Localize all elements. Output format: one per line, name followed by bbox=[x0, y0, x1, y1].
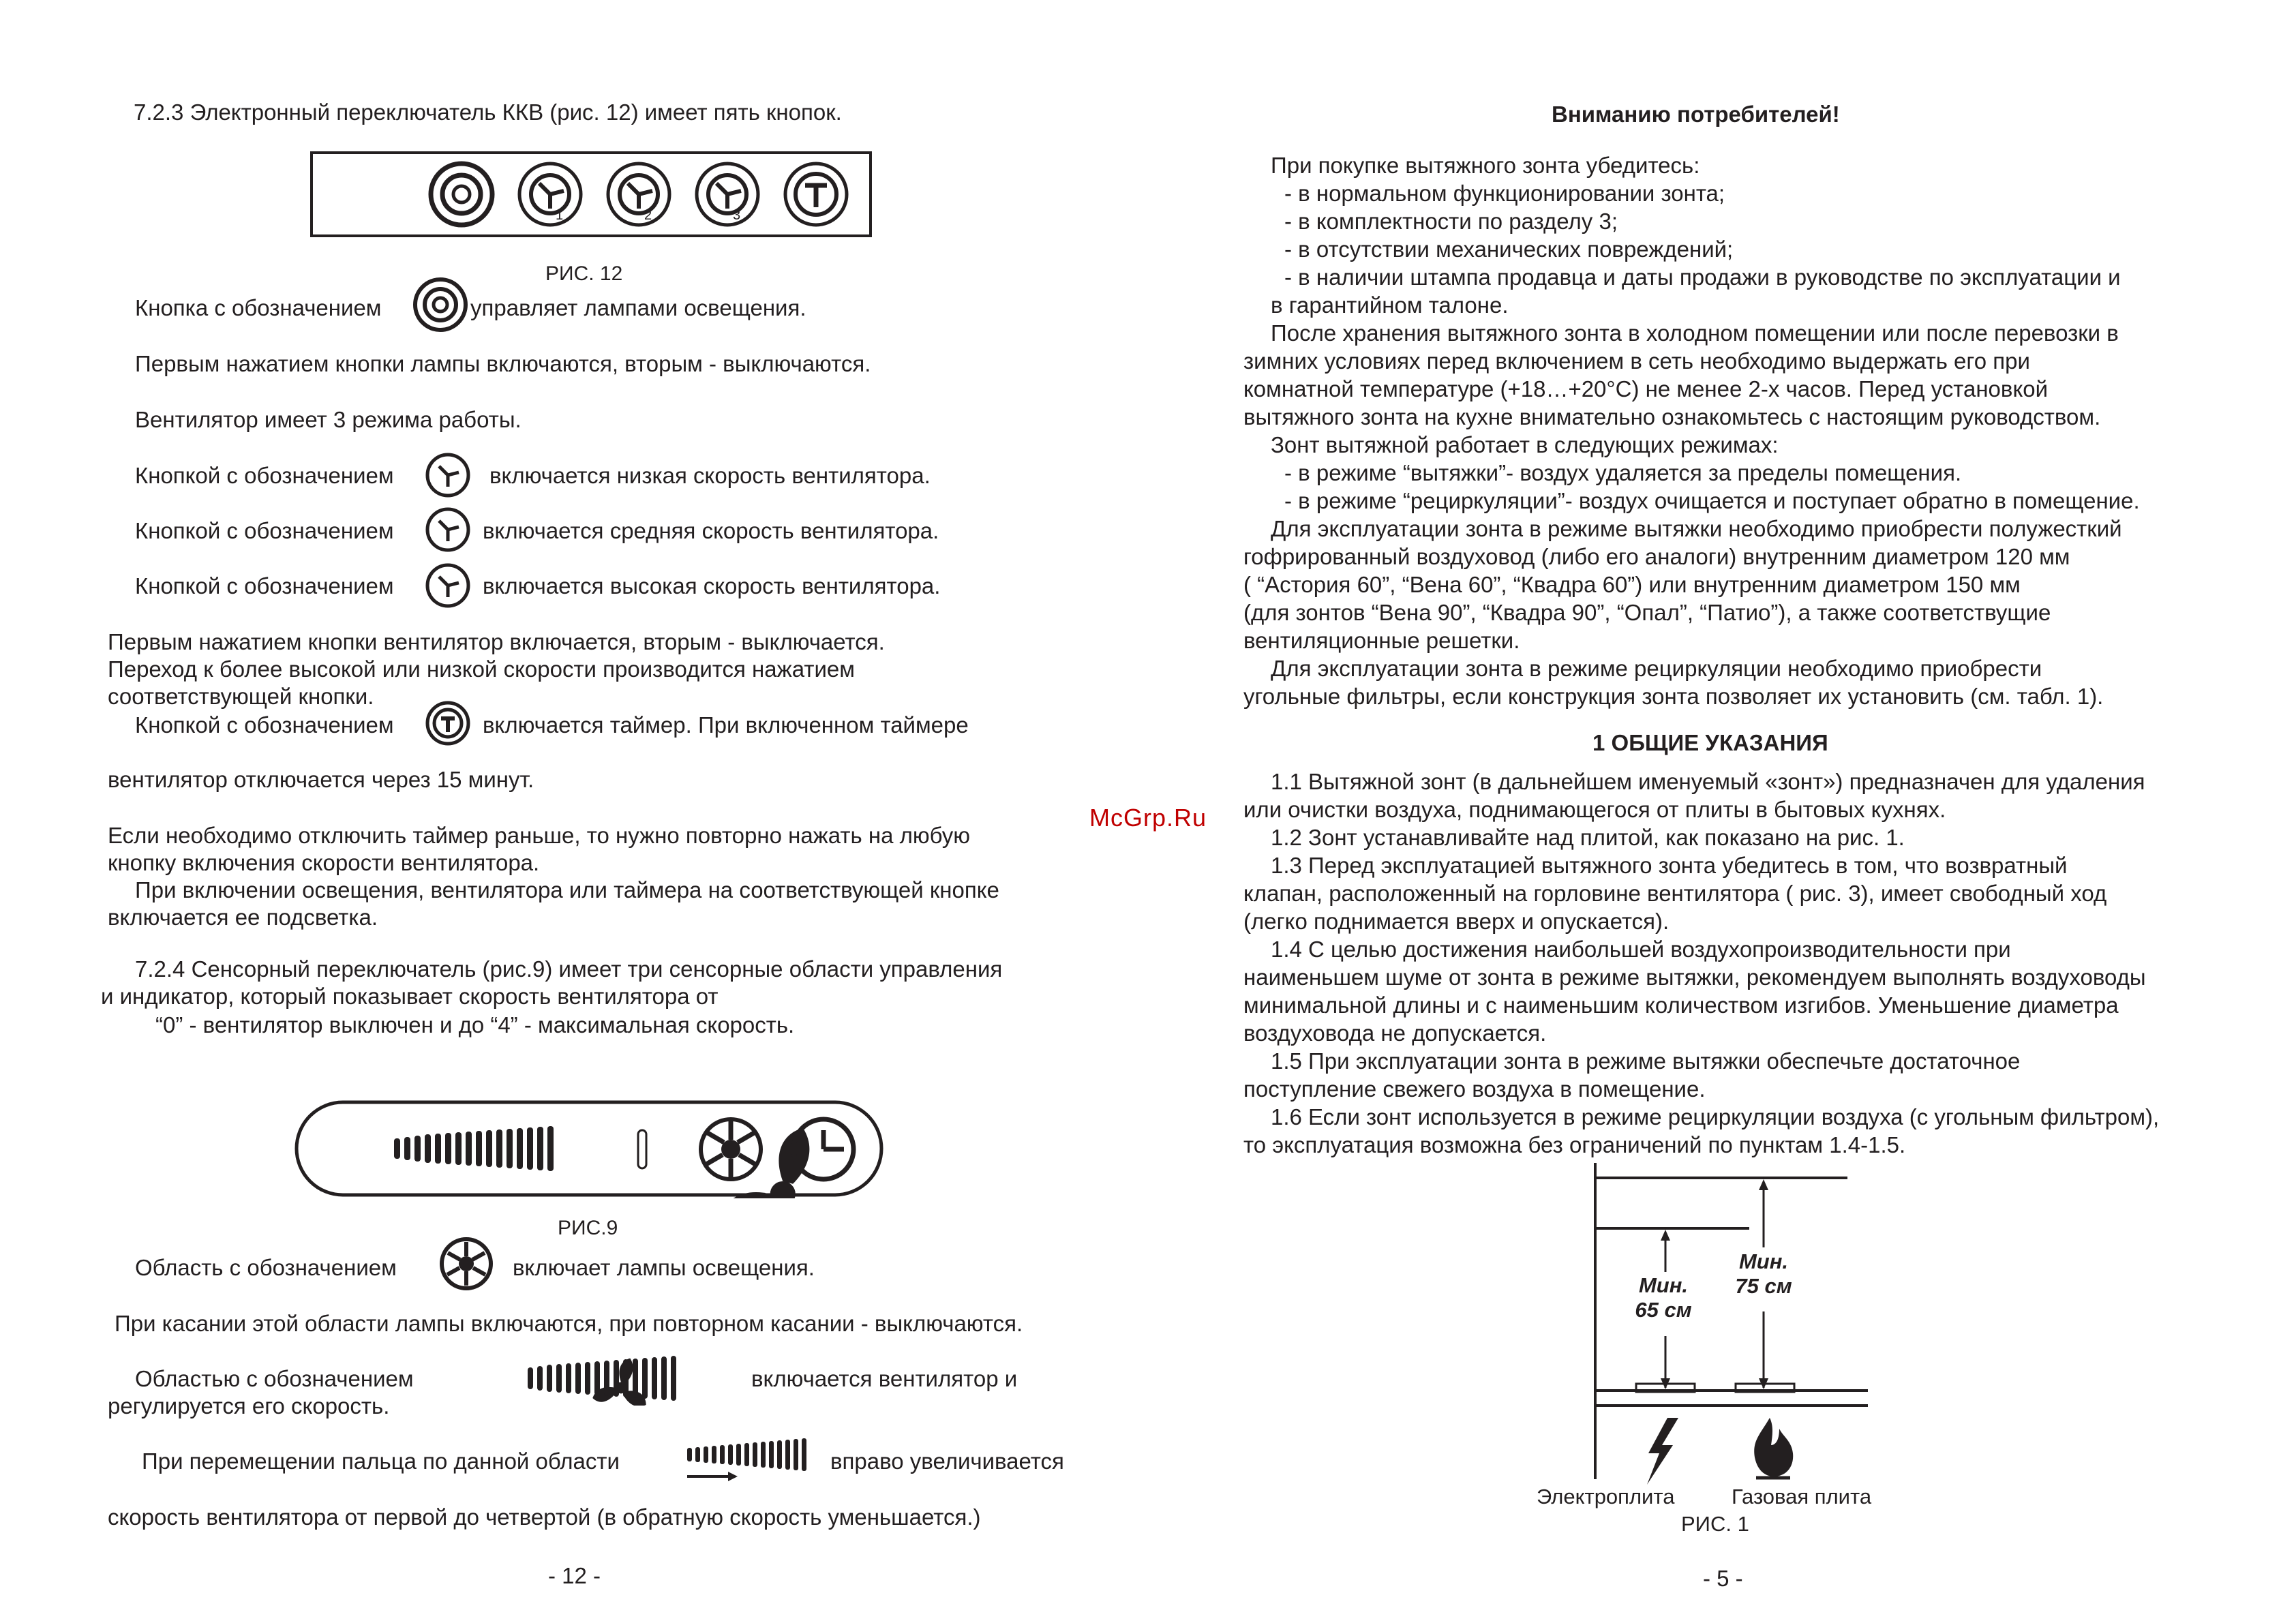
section-line: поступление свежего воздуха в помещение. bbox=[1243, 1076, 1706, 1102]
notice-line: вентиляционные решетки. bbox=[1243, 628, 1520, 653]
notice-line: - в нормальном функционировании зонта; bbox=[1284, 181, 1725, 206]
timer-cancel-line-2: кнопку включения скорости вентилятора. bbox=[108, 850, 540, 875]
light-button-icon bbox=[412, 276, 469, 333]
section-7-2-3-intro: 7.2.3 Электронный переключатель ККВ (рис. 12) имеет пять кнопок. bbox=[134, 100, 842, 125]
area-light-text-post: включает лампы освещения. bbox=[513, 1255, 815, 1280]
timer-text-pre: Кнопкой с обозначением bbox=[135, 712, 394, 738]
timer-off-text: вентилятор отключается через 15 минут. bbox=[108, 767, 534, 792]
light-toggle-text: Первым нажатием кнопки лампы включаются, вторым - выключаются. bbox=[135, 351, 871, 376]
section-1-title: 1 ОБЩИЕ УКАЗАНИЯ bbox=[1592, 730, 1828, 755]
speed-1-text-post: включается низкая скорость вентилятора. bbox=[489, 463, 931, 488]
consumer-notice-heading: Вниманию потребителей! bbox=[1552, 102, 1840, 127]
figure-12-button-panel bbox=[310, 151, 873, 239]
notice-line: комнатной температуре (+18…+20°С) не менее 2-х часов. Перед установкой bbox=[1243, 376, 2049, 401]
section-line: 1.1 Вытяжной зонт (в дальнейшем именуемый «зонт») предназначен для удаления bbox=[1271, 769, 2145, 794]
section-line: 1.2 Зонт устанавливайте над плитой, как показано на рис. 1. bbox=[1271, 825, 1905, 850]
speed-1-icon bbox=[424, 451, 472, 499]
section-line: клапан, расположенный на горловине вентилятора ( рис. 3), имеет свободный ход bbox=[1243, 881, 2107, 906]
notice-line: угольные фильтры, если конструкция зонта позволяет их установить (см. табл. 1). bbox=[1243, 684, 2104, 709]
notice-line: - в режиме “вытяжки”- воздух удаляется за пределы помещения. bbox=[1284, 460, 1962, 485]
touch-light-text: При касании этой области лампы включаются, при повторном касании - выключаются. bbox=[115, 1311, 1023, 1336]
notice-line: - в комплектности по разделу 3; bbox=[1284, 209, 1618, 234]
fig9-speed-slider-bars bbox=[394, 1126, 554, 1171]
section-line: или очистки воздуха, поднимающегося от плиты в бытовых кухнях. bbox=[1243, 797, 1946, 822]
section-line: 1.5 При эксплуатации зонта в режиме вытяжки обеспечьте достаточное bbox=[1271, 1048, 2021, 1074]
slide-text-pre: При перемещении пальца по данной области bbox=[142, 1448, 620, 1474]
section-7-2-4-line-1: 7.2.4 Сенсорный переключатель (рис.9) имеет три сенсорные области управления bbox=[135, 956, 1003, 982]
speed-2-text-post: включается средняя скорость вентилятора. bbox=[483, 518, 939, 543]
notice-line: Для эксплуатации зонта в режиме рециркуляции необходимо приобрести bbox=[1271, 656, 2042, 681]
notice-line: Зонт вытяжной работает в следующих режимах: bbox=[1271, 432, 1779, 457]
fig12-timer-button-icon bbox=[785, 164, 847, 225]
figure-1-caption: РИС. 1 bbox=[1681, 1512, 1749, 1536]
electric-lightning-icon bbox=[1647, 1418, 1678, 1485]
right-page-number: - 5 - bbox=[1703, 1566, 1743, 1591]
notice-line: - в отсутствии механических повреждений; bbox=[1284, 237, 1734, 262]
area-light-text-pre: Область с обозначением bbox=[135, 1255, 397, 1280]
fig12-light-button-icon bbox=[431, 164, 492, 225]
fan-paragraph-line-3: соответствующей кнопки. bbox=[108, 684, 374, 709]
watermark: McGrp.Ru bbox=[1089, 804, 1207, 832]
section-line: наименьшем шуме от зонта в режиме вытяжки, рекомендуем выполнять воздуховоды bbox=[1243, 965, 2146, 990]
fig12-speed-2-number: 2 bbox=[644, 208, 652, 223]
fig12-speed-1-button-icon bbox=[519, 164, 581, 225]
area-light-icon bbox=[438, 1235, 495, 1292]
area-fan-text-post: включается вентилятор и bbox=[751, 1366, 1018, 1391]
figure-12-caption: РИС. 12 bbox=[545, 262, 623, 285]
notice-line: ( “Астория 60”, “Вена 60”, “Квадра 60”) или внутренним диаметром 150 мм bbox=[1243, 572, 2021, 597]
section-line: 1.6 Если зонт используется в режиме рециркуляции воздуха (с угольным фильтром), bbox=[1271, 1104, 2160, 1129]
fig12-speed-3-number: 3 bbox=[733, 208, 741, 223]
section-line: (легко поднимается вверх и опускается). bbox=[1243, 909, 1670, 934]
min-65-label-line-1: Мин. bbox=[1638, 1273, 1689, 1297]
timer-cancel-line-1: Если необходимо отключить таймер раньше, то нужно повторно нажать на любую bbox=[108, 823, 971, 848]
timer-text-post: включается таймер. При включенном таймере bbox=[483, 712, 969, 738]
figure-9-touch-panel bbox=[294, 1100, 888, 1198]
gas-flame-icon bbox=[1754, 1418, 1793, 1476]
fan-modes-text: Вентилятор имеет 3 режима работы. bbox=[135, 407, 522, 432]
speed-1-text-pre: Кнопкой с обозначением bbox=[135, 463, 394, 488]
backlight-line-1: При включении освещения, вентилятора или таймера на соответствующей кнопке bbox=[135, 877, 999, 902]
slide-direction-icon bbox=[684, 1434, 821, 1482]
notice-line: Для эксплуатации зонта в режиме вытяжки необходимо приобрести полужесткий bbox=[1271, 516, 2122, 541]
speed-2-icon bbox=[424, 506, 472, 553]
figure-9-caption: РИС.9 bbox=[558, 1217, 618, 1239]
section-line: 1.3 Перед эксплуатацией вытяжного зонта убедитесь в том, что возвратный bbox=[1271, 853, 2068, 878]
backlight-line-2: включается ее подсветка. bbox=[108, 905, 378, 930]
notice-line: (для зонтов “Вена 90”, “Квадра 90”, “Опал”, “Патио”), а также соответствущие bbox=[1243, 600, 2051, 625]
fan-paragraph-line-2: Переход к более высокой или низкой скорости производится нажатием bbox=[108, 656, 855, 682]
min-75-label-line-2: 75 см bbox=[1735, 1274, 1792, 1298]
notice-line: в гарантийном талоне. bbox=[1271, 292, 1509, 318]
notice-line: зимних условиях перед включением в сеть необходимо выдержать его при bbox=[1243, 348, 2030, 374]
notice-line: При покупке вытяжного зонта убедитесь: bbox=[1271, 153, 1700, 178]
notice-line: гофрированный воздуховод (либо его аналоги) внутренним диаметром 120 мм bbox=[1243, 544, 2070, 569]
electric-stove-label: Электроплита bbox=[1537, 1485, 1675, 1508]
fig9-fan-area-icon bbox=[719, 1128, 839, 1198]
min-65-label-line-2: 65 см bbox=[1635, 1298, 1692, 1322]
light-button-text-post: управляет лампами освещения. bbox=[470, 295, 806, 320]
fig12-speed-1-number: 1 bbox=[556, 208, 564, 223]
section-line: то эксплуатация возможна без ограничений по пунктам 1.4-1.5. bbox=[1243, 1132, 1906, 1157]
gas-stove-label: Газовая плита bbox=[1732, 1485, 1872, 1508]
notice-line: - в наличии штампа продавца и даты продажи в руководстве по эксплуатации и bbox=[1284, 264, 2121, 290]
timer-icon bbox=[424, 699, 472, 747]
section-7-2-4-line-2: и индикатор, который показывает скорость вентилятора от bbox=[101, 984, 719, 1009]
speed-3-text-post: включается высокая скорость вентилятора. bbox=[483, 573, 941, 598]
fig12-speed-3-button-icon bbox=[697, 164, 758, 225]
slide-text-post: вправо увеличивается bbox=[830, 1448, 1064, 1474]
figure-1-installation-diagram bbox=[1582, 1159, 1868, 1500]
fig9-light-area-icon bbox=[701, 1119, 761, 1179]
speed-3-text-pre: Кнопкой с обозначением bbox=[135, 573, 394, 598]
notice-line: После хранения вытяжного зонта в холодном помещении или после перевозки в bbox=[1271, 320, 2119, 346]
speed-3-icon bbox=[424, 562, 472, 609]
area-fan-slider-icon bbox=[454, 1351, 721, 1406]
fan-paragraph-line-1: Первым нажатием кнопки вентилятор включается, вторым - выключается. bbox=[108, 629, 885, 654]
speed-2-text-pre: Кнопкой с обозначением bbox=[135, 518, 394, 543]
area-fan-text-pre: Областью с обозначением bbox=[135, 1366, 414, 1391]
fig12-speed-2-button-icon bbox=[608, 164, 669, 225]
left-page-number: - 12 - bbox=[548, 1563, 601, 1588]
section-7-2-4-line-3: “0” - вентилятор выключен и до “4” - максимальная скорость. bbox=[155, 1012, 795, 1037]
notice-line: вытяжного зонта на кухне внимательно ознакомьтесь с настоящим руководством. bbox=[1243, 404, 2101, 429]
notice-line: - в режиме “рециркуляции”- воздух очищается и поступает обратно в помещение. bbox=[1284, 488, 2140, 513]
area-fan-text-line-2: регулируется его скорость. bbox=[108, 1393, 390, 1419]
section-line: минимальной длины и с наименьшим количеством изгибов. Уменьшение диаметра bbox=[1243, 992, 2119, 1018]
section-line: 1.4 С целью достижения наибольшей воздухопроизводительности при bbox=[1271, 937, 2011, 962]
section-line: воздуховода не допускается. bbox=[1243, 1020, 1547, 1046]
fig9-speed-indicator bbox=[638, 1130, 646, 1168]
light-button-text-pre: Кнопка с обозначением bbox=[135, 295, 382, 320]
min-75-label-line-1: Мин. bbox=[1738, 1249, 1789, 1273]
slide-text-line-2: скорость вентилятора от первой до четвертой (в обратную скорость уменьшается.) bbox=[108, 1504, 981, 1530]
